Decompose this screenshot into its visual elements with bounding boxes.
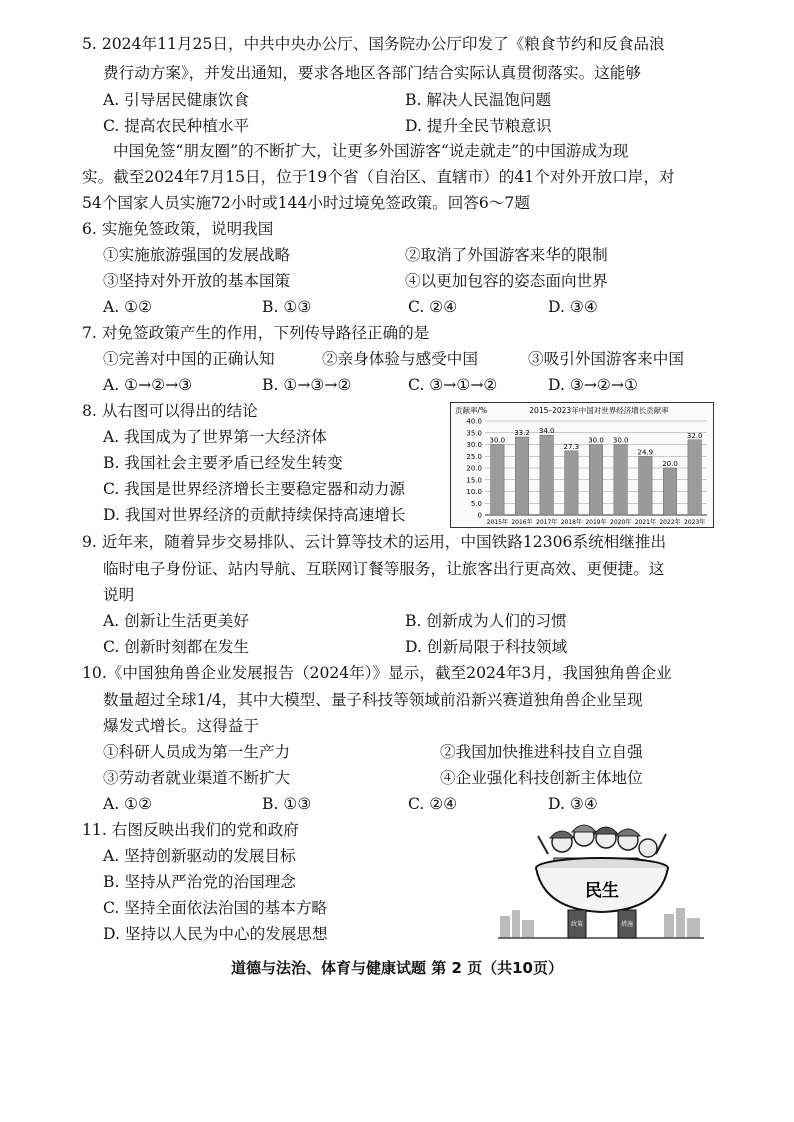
pillar-right-label: 措施 <box>620 921 634 928</box>
chart-bar <box>688 440 702 515</box>
q6-option-b: B. ①③ <box>262 298 312 316</box>
q11-option-a: A. 坚持创新驱动的发展目标 <box>103 847 296 865</box>
q8-option-d: D. 我国对世界经济的贡献持续保持高速增长 <box>103 506 406 524</box>
q8-option-c: C. 我国是世界经济增长主要稳定器和动力源 <box>103 480 405 498</box>
chart-bar <box>540 435 554 515</box>
q10-stem-line2: 数量超过全球1/4，其中大模型、量子科技等领域前沿新兴赛道独角兽企业呈现 <box>103 691 643 709</box>
q11-option-b: B. 坚持从严治党的治国理念 <box>103 873 296 891</box>
q5-stem-line1: 5. 2024年11月25日，中共中央办公厅、国务院办公厅印发了《粮食节约和反食品浪 <box>82 35 665 53</box>
chart-y-tick-label: 35.0 <box>466 429 482 438</box>
chart-bar <box>491 445 505 516</box>
chart-data-label: 33.2 <box>514 428 530 437</box>
q7-option-c: C. ③→①→② <box>408 376 498 394</box>
chart-data-label: 20.0 <box>662 460 678 468</box>
chart-x-tick-label: 2021年 <box>634 519 656 526</box>
chart-data-label: 30.0 <box>489 436 506 445</box>
chart-bar <box>614 445 628 516</box>
chart-y-tick-label: 15.0 <box>466 476 482 485</box>
q10-item-2: ②我国加快推进科技自立自强 <box>440 743 643 761</box>
chart-y-tick-label: 10.0 <box>466 488 482 496</box>
chart-data-label: 24.9 <box>637 448 654 457</box>
minsheng-cartoon <box>498 818 704 946</box>
q10-option-c: C. ②④ <box>408 795 458 813</box>
q7-item-2: ②亲身体验与感受中国 <box>322 350 478 368</box>
chart-x-tick-label: 2016年 <box>511 519 533 526</box>
q5-option-c: C. 提高农民种植水平 <box>103 117 250 135</box>
chart-x-tick-label: 2019年 <box>585 519 607 526</box>
chart-y-tick-label: 0 <box>477 511 482 520</box>
q5-option-d: D. 提升全民节粮意识 <box>405 117 552 135</box>
chart-x-ticks <box>487 518 706 526</box>
chart-x-tick-label: 2017年 <box>536 519 558 526</box>
q8-stem: 8. 从右图可以得出的结论 <box>82 402 258 420</box>
q10-item-3: ③劳动者就业渠道不断扩大 <box>103 769 291 787</box>
q7-item-3: ③吸引外国游客来中国 <box>528 350 684 368</box>
chart-bar <box>565 451 579 515</box>
q5-option-a: A. 引导居民健康饮食 <box>103 91 249 109</box>
q6-option-a: A. ①② <box>103 298 153 316</box>
q6-item-2: ②取消了外国游客来华的限制 <box>405 246 608 264</box>
q9-option-c: C. 创新时刻都在发生 <box>103 638 250 656</box>
q7-stem: 7. 对免签政策产生的作用，下列传导路径正确的是 <box>82 324 430 342</box>
contribution-bar-chart <box>450 402 714 528</box>
material-line2: 实。截至2024年7月15日，位于19个省（自治区、直辖市）的41个对外开放口岸，对 <box>82 168 675 186</box>
chart-x-tick-label: 2018年 <box>560 519 582 526</box>
chart-y-ticks <box>466 418 482 520</box>
q6-stem: 6. 实施免签政策，说明我国 <box>82 220 274 238</box>
q11-option-c: C. 坚持全面依法治国的基本方略 <box>103 899 328 917</box>
q9-option-b: B. 创新成为人们的习惯 <box>405 612 567 630</box>
chart-data-label: 30.0 <box>612 436 629 445</box>
chart-x-tick-label: 2022年 <box>659 519 681 526</box>
q11-option-d: D. 坚持以人民为中心的发展思想 <box>103 925 328 943</box>
chart-data-label: 27.3 <box>563 442 580 451</box>
q6-option-d: D. ③④ <box>548 298 598 316</box>
q10-option-b: B. ①③ <box>262 795 312 813</box>
chart-y-tick-label: 20.0 <box>466 464 482 473</box>
cartoon-illustration <box>498 818 704 946</box>
chart-bar <box>663 468 677 515</box>
chart-data-label: 32.0 <box>686 431 703 440</box>
chart-y-tick-label: 40.0 <box>466 417 482 426</box>
q7-item-1: ①完善对中国的正确认知 <box>103 350 275 368</box>
chart-canvas <box>451 403 713 527</box>
q8-option-a: A. 我国成为了世界第一大经济体 <box>103 428 327 446</box>
chart-bar <box>639 456 653 515</box>
q6-item-3: ③坚持对外开放的基本国策 <box>103 272 291 290</box>
q10-stem-line1: 10.《中国独角兽企业发展报告（2024年）》显示，截至2024年3月，我国独角兽企业 <box>82 664 672 682</box>
q10-item-1: ①科研人员成为第一生产力 <box>103 743 291 761</box>
chart-x-tick-label: 2015年 <box>486 519 508 526</box>
q9-option-d: D. 创新局限于科技领域 <box>405 638 568 656</box>
page-footer: 道德与法治、体育与健康试题 第 2 页（共10页） <box>231 959 563 977</box>
q9-stem-line3: 说明 <box>103 586 135 604</box>
chart-x-tick-label: 2020年 <box>610 519 632 526</box>
chart-bar <box>515 437 529 515</box>
q6-item-1: ①实施旅游强国的发展战略 <box>103 246 291 264</box>
q9-stem-line1: 9. 近年来，随着异步交易排队、云计算等技术的运用，中国铁路12306系统相继推出 <box>82 533 667 551</box>
q7-option-b: B. ①→③→② <box>262 376 352 394</box>
chart-data-label: 30.0 <box>588 436 604 445</box>
q8-option-b: B. 我国社会主要矛盾已经发生转变 <box>103 454 343 472</box>
chart-y-tick-label: 30.0 <box>466 441 482 449</box>
chart-bar <box>589 445 603 516</box>
q6-option-c: C. ②④ <box>408 298 458 316</box>
material-line1: 中国免签“朋友圈”的不断扩大，让更多外国游客“说走就走”的中国游成为现 <box>113 142 629 160</box>
q6-item-4: ④以更加包容的姿态面向世界 <box>405 272 608 290</box>
chart-x-tick-label: 2023年 <box>684 519 706 526</box>
q5-option-b: B. 解决人民温饱问题 <box>405 91 552 109</box>
q7-option-a: A. ①→②→③ <box>103 376 193 394</box>
q5-stem-line2: 费行动方案》，并发出通知，要求各地区各部门结合实际认真贯彻落实。这能够 <box>103 64 641 82</box>
chart-title: 2015–2023年中国对世界经济增长贡献率 <box>529 406 669 415</box>
q11-stem: 11. 右图反映出我们的党和政府 <box>82 821 299 839</box>
q10-option-d: D. ③④ <box>548 795 598 813</box>
chart-data-label: 34.0 <box>538 427 555 436</box>
q10-option-a: A. ①② <box>103 795 153 813</box>
chart-y-axis-label: 贡献率/% <box>455 406 488 415</box>
chart-y-tick-label: 25.0 <box>466 452 482 461</box>
q10-item-4: ④企业强化科技创新主体地位 <box>440 769 643 787</box>
q9-option-a: A. 创新让生活更美好 <box>103 612 249 630</box>
bowl-text: 民生 <box>585 881 619 901</box>
chart-y-tick-label: 5.0 <box>470 499 482 508</box>
q9-stem-line2: 临时电子身份证、站内导航、互联网订餐等服务，让旅客出行更高效、更便捷。这 <box>103 560 665 578</box>
q10-stem-line3: 爆发式增长。这得益于 <box>103 717 259 735</box>
material-line3: 54个国家人员实施72小时或144小时过境免签政策。回答6～7题 <box>82 194 530 212</box>
pillar-left-label: 政策 <box>570 921 584 928</box>
chart-bars <box>490 427 703 515</box>
q7-option-d: D. ③→②→① <box>548 376 638 394</box>
